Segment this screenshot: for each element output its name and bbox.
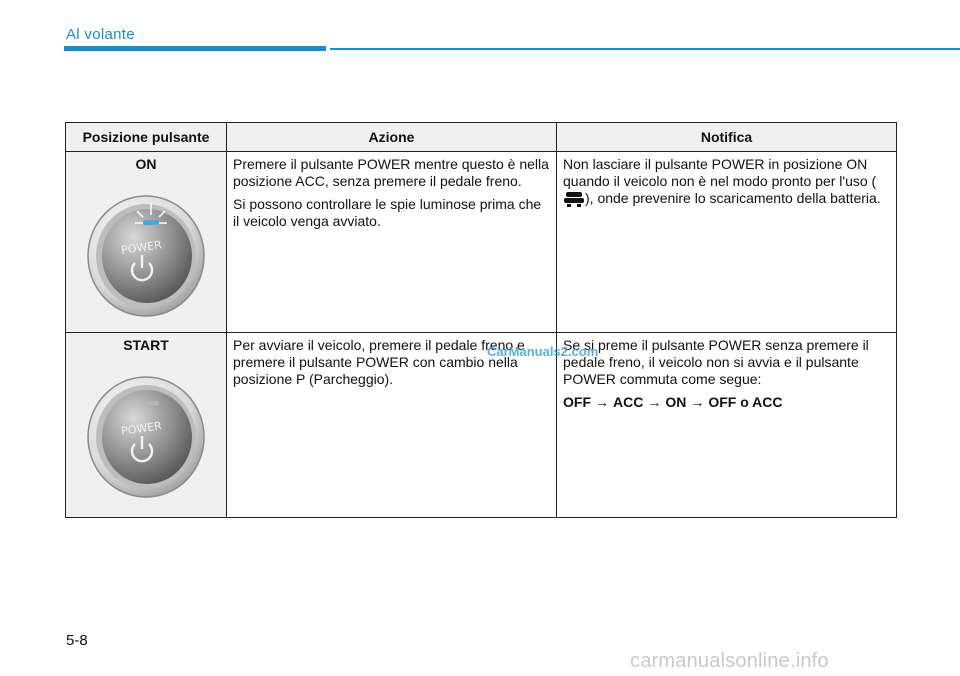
arrow-icon: → (647, 394, 662, 410)
notice-on-part2: ), onde prevenire lo scaricamento della batteria. (585, 190, 881, 206)
power-text-on: POWER (120, 238, 163, 257)
position-label-start: START (123, 337, 169, 353)
table-row-on (66, 152, 897, 333)
position-cell-on (66, 152, 227, 333)
sequence-step-4: OFF o ACC (708, 394, 783, 410)
header-rule-thick (64, 46, 326, 51)
ready-indicator-icon (563, 190, 585, 208)
table-header-row (66, 123, 897, 152)
header-action: Azione (227, 123, 557, 152)
sequence-step-1: OFF (563, 394, 591, 410)
page-number: 5-8 (66, 632, 88, 649)
position-label-on: ON (135, 156, 157, 172)
power-mode-sequence (563, 394, 890, 411)
section-title: Al volante (66, 26, 135, 43)
header-rule-thin (330, 48, 960, 50)
watermark-bottom: carmanualsonline.info (630, 650, 829, 672)
power-button-start-icon (85, 374, 207, 500)
notice-cell-start (557, 333, 897, 518)
header-position: Posizione pulsante (66, 123, 227, 152)
power-button-table (65, 122, 897, 518)
arrow-icon: → (690, 394, 705, 410)
action-cell-start (227, 333, 557, 518)
action-text-start-1: Per avviare il veicolo, premere il pedale freno e premere il pulsante POWER con cambio nella posizione P (Parcheggio). (233, 337, 525, 387)
power-text-start: POWER (120, 419, 163, 438)
table-row-start (66, 333, 897, 518)
notice-text-start: Se si preme il pulsante POWER senza premere il pedale freno, il veicolo non si avvia e il pulsante POWER commuta come segue: (563, 337, 869, 387)
header-notice: Notifica (557, 123, 897, 152)
notice-cell-on (557, 152, 897, 333)
action-cell-on (227, 152, 557, 333)
action-text-on-1: Premere il pulsante POWER mentre questo è nella posizione ACC, senza premere il pedale freno. (233, 156, 549, 189)
action-text-on-2: Si possono controllare le spie luminose prima che il veicolo venga avviato. (233, 196, 542, 229)
notice-text-on (563, 156, 890, 208)
arrow-icon: → (595, 394, 609, 410)
watermark-mid: CarManuals2.com (487, 344, 599, 359)
notice-on-part1: Non lasciare il pulsante POWER in posizione ON quando il veicolo non è nel modo pronto per l'uso ( (563, 156, 877, 189)
sequence-step-2: ACC (613, 394, 644, 410)
sequence-step-3: ON (665, 394, 687, 410)
power-button-on-icon (85, 193, 207, 319)
position-cell-start (66, 333, 227, 518)
